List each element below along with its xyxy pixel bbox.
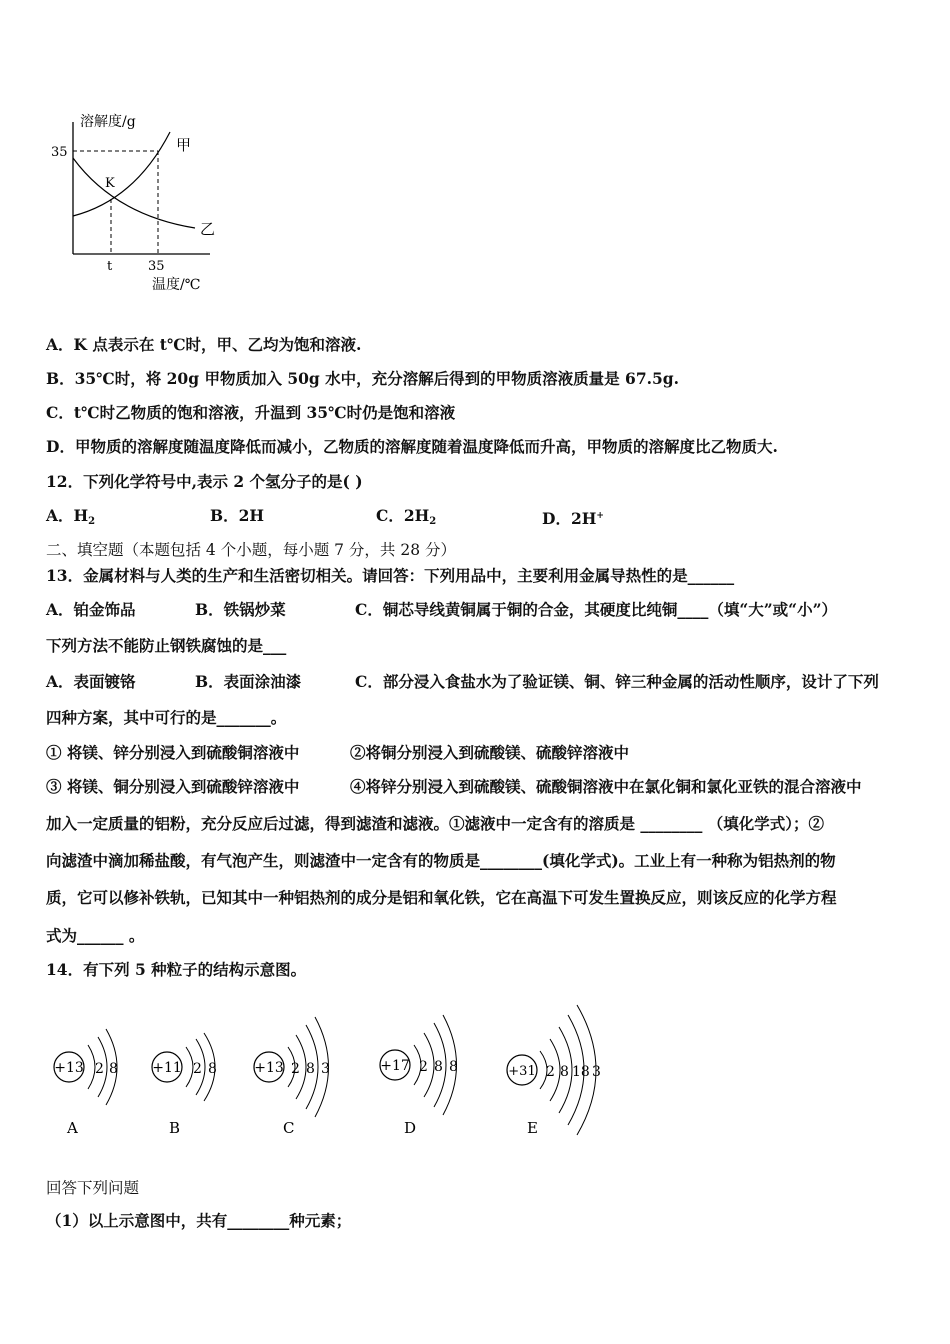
shell-a-electrons-1: 2 <box>95 1061 104 1077</box>
y-tick-35: 35 <box>51 145 68 160</box>
shell-d-electrons-1: 2 <box>419 1059 428 1075</box>
q13-line3: 下列方法不能防止钢铁腐蚀的是___ <box>46 636 287 655</box>
atom-e <box>507 1005 601 1137</box>
shell-c-electrons-3: 3 <box>321 1061 330 1077</box>
atom-d <box>380 1015 458 1137</box>
q13-option-c2: C．部分浸入食盐水为了验证镁、铜、锌三种金属的活动性顺序，设计了下列 <box>355 672 879 691</box>
section-2-heading: 二、填空题（本题包括 4 个小题，每小题 7 分，共 28 分） <box>46 541 457 559</box>
shell-d-electrons-2: 8 <box>434 1059 443 1075</box>
q12-d-sup: + <box>596 511 604 521</box>
point-k-label: K <box>105 176 115 191</box>
q12-option-a <box>46 506 95 532</box>
q13-option-a1: A．铂金饰品 <box>46 600 136 619</box>
q12-option-c <box>376 506 436 532</box>
q13-stem: 13．金属材料与人类的生产和生活密切相关。请回答：下列用品中，主要利用金属导热性的是______ <box>46 566 735 585</box>
curve-jia-label: 甲 <box>176 136 192 154</box>
q13-option-b1: B．铁锅炒菜 <box>195 600 286 619</box>
atom-a-label: A <box>67 1119 78 1137</box>
q13-line8: 加入一定质量的铝粉，充分反应后过滤，得到滤渣和滤液。①滤液中一定含有的溶质是 ________ （填化学式）；② <box>46 814 825 833</box>
q12-stem: 12．下列化学符号中,表示 2 个氢分子的是( ) <box>46 472 363 491</box>
q12-option-b: B．2H <box>210 506 265 525</box>
q12-a-text: A．H <box>46 506 89 525</box>
x-tick-t: t <box>107 259 113 274</box>
shell-e-electrons-3: 18 <box>572 1064 590 1080</box>
q13-plan-3: ③ 将镁、铜分别浸入到硫酸锌溶液中 <box>46 777 300 796</box>
curve-jia <box>73 132 170 216</box>
q13-option-b2: B．表面涂油漆 <box>195 672 302 691</box>
shell-a-electrons-2: 8 <box>109 1061 118 1077</box>
atom-c-label: C <box>283 1119 295 1137</box>
q13-plan-1: ① 将镁、锌分别浸入到硫酸铜溶液中 <box>46 743 300 762</box>
q13-option-a2: A．表面镀铬 <box>46 672 136 691</box>
q13-line5: 四种方案，其中可行的是_______。 <box>46 708 287 727</box>
q13-line9: 向滤渣中滴加稀盐酸，有气泡产生，则滤渣中一定含有的物质是________(填化学式)。工业上有一种称为铝热剂的物 <box>46 851 836 870</box>
q14-answer-heading: 回答下列问题 <box>46 1179 140 1197</box>
atom-d-label: D <box>404 1119 417 1137</box>
x-axis-label: 温度/℃ <box>152 277 201 293</box>
q13-plan-2: ②将铜分别浸入到硫酸镁、硫酸锌溶液中 <box>350 743 630 762</box>
atom-b-label: B <box>169 1119 181 1137</box>
solubility-graph <box>40 100 230 300</box>
nucleus-a-charge: +13 <box>54 1060 84 1076</box>
nucleus-d-charge: +17 <box>380 1058 410 1074</box>
shell-e-electrons-2: 8 <box>560 1064 569 1080</box>
curve-yi <box>73 158 195 228</box>
q12-c-sub: 2 <box>429 516 437 527</box>
q14-stem: 14．有下列 5 种粒子的结构示意图。 <box>46 960 307 979</box>
y-axis-label: 溶解度/g <box>80 114 136 130</box>
q14-sub-question-1: （1）以上示意图中，共有________种元素； <box>46 1211 352 1230</box>
shell-b-electrons-2: 8 <box>208 1061 217 1077</box>
atom-c <box>254 1017 330 1137</box>
atom-b <box>152 1033 217 1137</box>
x-tick-35: 35 <box>148 259 165 274</box>
q12-c-text: C．2H <box>376 506 430 525</box>
shell-b-1 <box>186 1047 193 1087</box>
curve-yi-label: 乙 <box>200 220 216 238</box>
shell-b-electrons-1: 2 <box>193 1061 202 1077</box>
q11-option-b: B．35℃时，将 20g 甲物质加入 50g 水中，充分溶解后得到的甲物质溶液质量是 67.5g. <box>46 369 680 388</box>
shell-e-electrons-1: 2 <box>546 1064 555 1080</box>
q11-option-c: C．t℃时乙物质的饱和溶液，升温到 35℃时仍是饱和溶液 <box>46 403 456 422</box>
q11-option-a: A．K 点表示在 t℃时，甲、乙均为饱和溶液. <box>46 335 362 354</box>
q11-option-d: D．甲物质的溶解度随温度降低而减小，乙物质的溶解度随着温度降低而升高，甲物质的溶解度比乙物质大. <box>46 437 778 456</box>
shell-e-electrons-4: 3 <box>592 1064 601 1080</box>
q12-a-sub: 2 <box>88 516 96 527</box>
shell-a-1 <box>88 1045 95 1089</box>
nucleus-b-charge: +11 <box>152 1060 182 1076</box>
q13-option-c1: C．铜芯导线黄铜属于铜的合金，其硬度比纯铜____（填“大”或“小”） <box>355 600 838 619</box>
shell-d-electrons-3: 8 <box>449 1059 458 1075</box>
q12-option-d <box>542 506 604 529</box>
atom-structure-diagrams <box>40 995 640 1145</box>
shell-c-electrons-1: 2 <box>291 1061 300 1077</box>
q12-d-text: D．2H <box>542 509 597 528</box>
atom-e-label: E <box>527 1119 538 1137</box>
nucleus-e-charge: +31 <box>508 1064 536 1079</box>
q13-plan-4: ④将锌分别浸入到硫酸镁、硫酸铜溶液中在氯化铜和氯化亚铁的混合溶液中 <box>350 777 862 796</box>
nucleus-c-charge: +13 <box>254 1060 284 1076</box>
shell-c-electrons-2: 8 <box>306 1061 315 1077</box>
q13-line10: 质，它可以修补铁轨，已知其中一种铝热剂的成分是铝和氧化铁，它在高温下可发生置换反应，则该反应的化学方程 <box>46 888 837 907</box>
q13-line11: 式为______ 。 <box>46 926 145 945</box>
atom-a <box>54 1029 118 1137</box>
